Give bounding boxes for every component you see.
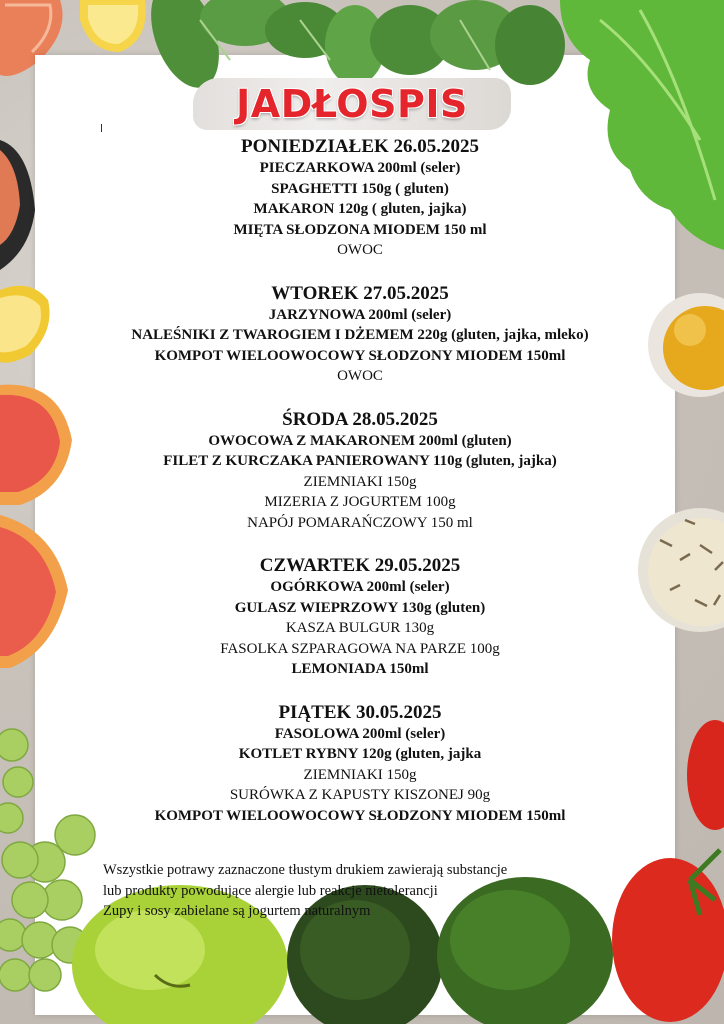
menu-item: SURÓWKA Z KAPUSTY KISZONEJ 90g bbox=[229, 787, 491, 803]
menu-item: SPAGHETTI 150g ( gluten) bbox=[271, 180, 449, 197]
menu-item: ZIEMNIAKI 150g bbox=[303, 473, 417, 490]
tomato-icon bbox=[612, 720, 724, 1022]
rice-bowl-icon bbox=[638, 508, 724, 632]
day-block-thursday bbox=[100, 555, 620, 680]
menu-item: PIECZARKOWA 200ml (seler) bbox=[259, 160, 461, 176]
menu-item: LEMONIADA 150ml bbox=[291, 661, 429, 677]
menu-item: JARZYNOWA 200ml (seler) bbox=[268, 306, 452, 323]
day-block-friday bbox=[100, 702, 620, 827]
allergen-note-line: Zupy i sosy zabielane są jogurtem naturalnym bbox=[103, 903, 371, 919]
allergen-note-line: lub produkty powodujące alergie lub reakcje nietolerancji bbox=[103, 882, 438, 899]
lemon-half-icon bbox=[0, 286, 50, 363]
day-title: ŚRODA 28.05.2025 bbox=[282, 408, 438, 430]
allergen-note-line: Wszystkie potrawy zaznaczone tłustym drukiem zawierają substancje bbox=[103, 862, 508, 878]
menu-item: OWOC bbox=[337, 368, 383, 384]
olive-oil-bowl-icon bbox=[648, 293, 724, 397]
day-title: PONIEDZIAŁEK 26.05.2025 bbox=[240, 136, 480, 157]
menu-item: FASOLKA SZPARAGOWA NA PARZE 100g bbox=[220, 640, 500, 657]
day-title: PIĄTEK 30.05.2025 bbox=[278, 701, 442, 723]
menu-item: MAKARON 120g ( gluten, jajka) bbox=[253, 201, 467, 217]
menu-item: NAPÓJ POMARAŃCZOWY 150 ml bbox=[247, 514, 473, 531]
menu-item: MIĘTA SŁODZONA MIODEM 150 ml bbox=[233, 221, 487, 238]
day-title: WTOREK 27.05.2025 bbox=[271, 282, 449, 304]
grapefruit-slice-icon bbox=[0, 385, 72, 668]
menu-item: KOMPOT WIELOOWOCOWY SŁODZONY MIODEM 150ml bbox=[154, 347, 566, 364]
menu-item: OWOCOWA Z MAKARONEM 200ml (gluten) bbox=[208, 432, 512, 449]
menu-item: FILET Z KURCZAKA PANIEROWANY 110g (gluten, jajka) bbox=[163, 453, 557, 469]
menu-item: FASOLOWA 200ml (seler) bbox=[274, 725, 446, 742]
menu-item: KOMPOT WIELOOWOCOWY SŁODZONY MIODEM 150ml bbox=[154, 807, 566, 824]
day-block-monday bbox=[100, 136, 620, 261]
day-block-wednesday bbox=[100, 409, 620, 534]
page-title: JADŁOSPIS bbox=[236, 82, 468, 126]
menu-item: NALEŚNIKI Z TWAROGIEM I DŻEMEM 220g (gluten, jajka, mleko) bbox=[131, 327, 589, 343]
menu-item: OWOC bbox=[337, 242, 383, 258]
menu-item: ZIEMNIAKI 150g bbox=[303, 766, 417, 783]
lemon-slice-icon bbox=[80, 0, 146, 52]
weekly-menu bbox=[100, 136, 620, 848]
day-block-tuesday bbox=[100, 283, 620, 387]
text-cursor-mark bbox=[101, 124, 102, 132]
allergen-note bbox=[103, 860, 623, 922]
menu-item: OGÓRKOWA 200ml (seler) bbox=[270, 579, 450, 595]
menu-item: KOTLET RYBNY 120g (gluten, jajka bbox=[238, 746, 482, 762]
menu-item: GULASZ WIEPRZOWY 130g (gluten) bbox=[234, 599, 486, 616]
menu-item: KASZA BULGUR 130g bbox=[285, 620, 435, 636]
menu-item: MIZERIA Z JOGURTEM 100g bbox=[264, 494, 456, 510]
day-title: CZWARTEK 29.05.2025 bbox=[259, 555, 461, 576]
